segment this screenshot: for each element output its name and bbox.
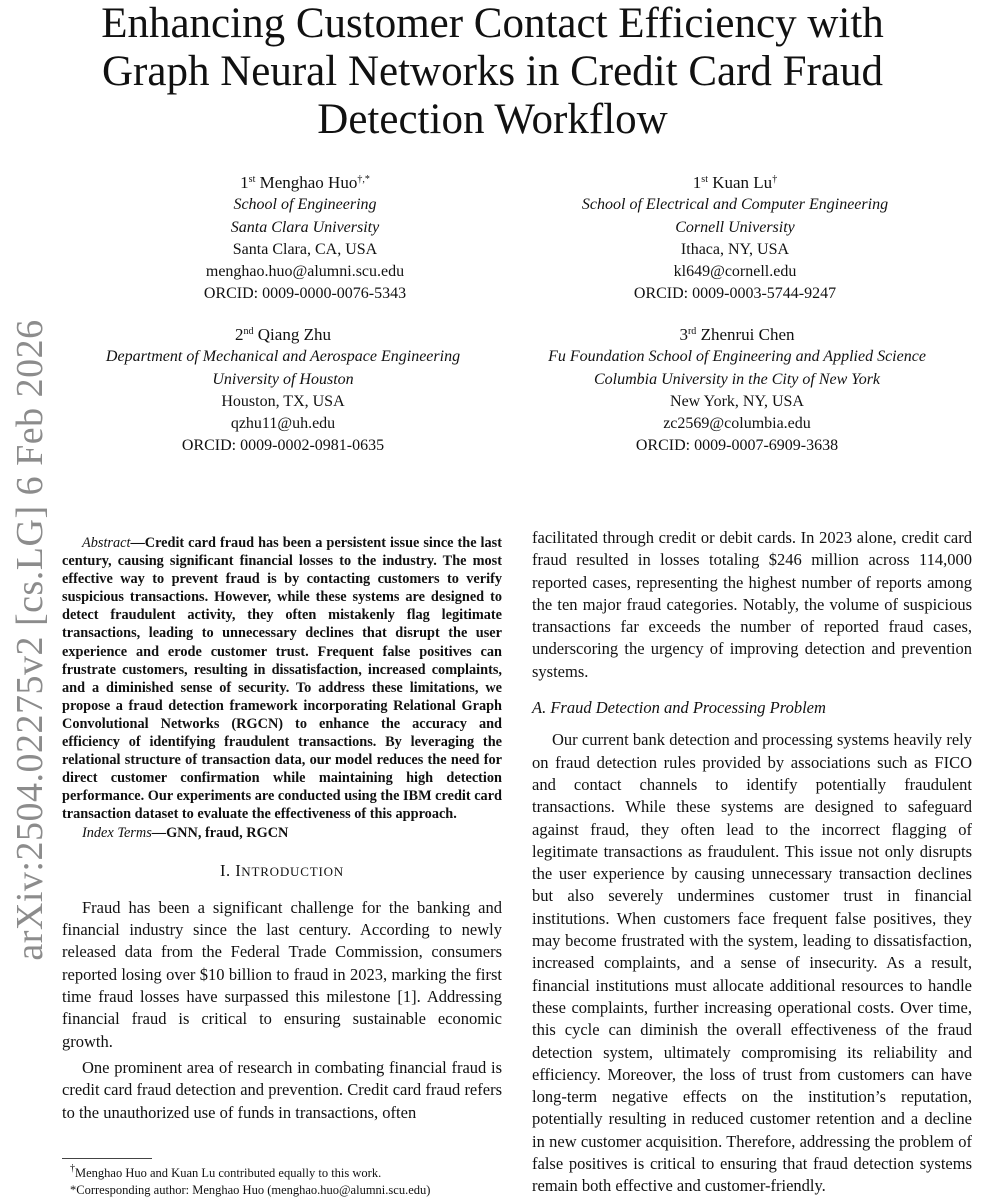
author-orcid: ORCID: 0009-0000-0076-5343: [203, 285, 407, 303]
author-location: New York, NY, USA: [670, 392, 804, 410]
arxiv-identifier: arXiv:2504.02275v2 [cs.LG] 6 Feb 2026: [9, 319, 51, 961]
body-paragraph: One prominent area of research in combating financial fraud is credit card fraud detection and prevention. Credit card fraud refers to the unauthorized use of funds in transactions, often: [62, 1057, 502, 1122]
author-name-line: 2nd Qiang Zhu: [235, 325, 331, 344]
author-orcid: ORCID: 0009-0002-0981-0635: [181, 437, 385, 455]
paper-title: Enhancing Customer Contact Efficiency with Graph Neural Networks in Credit Card Fraud Detection Workflow: [101, 0, 884, 143]
subsection-heading: A. Fraud Detection and Processing Problem: [532, 698, 826, 718]
footnotes: [62, 1165, 502, 1199]
footnote: †Menghao Huo and Kuan Lu contributed equally to this work.: [70, 1163, 382, 1180]
author-department: School of Engineering: [233, 196, 377, 214]
author-orcid: ORCID: 0009-0003-5744-9247: [633, 285, 837, 303]
footnote-divider: [62, 1158, 152, 1159]
footnote: *Corresponding author: Menghao Huo (menghao.huo@alumni.scu.edu): [70, 1183, 431, 1197]
author-orcid: ORCID: 0009-0007-6909-3638: [635, 437, 839, 455]
index-terms: Index Terms—GNN, fraud, RGCN: [82, 824, 289, 841]
author-email: menghao.huo@alumni.scu.edu: [205, 263, 405, 281]
author-department: School of Electrical and Computer Engineering: [581, 196, 889, 214]
author-name-line: 3rd Zhenrui Chen: [679, 325, 795, 344]
author-email: kl649@cornell.edu: [673, 263, 797, 281]
abstract: Abstract—Credit card fraud has been a persistent issue since the last century, causing significant financial losses to the industry. The most effective way to prevent fraud is by contacting customers to verify suspicious transactions. However, while these systems are designed to detect fraudulent activity, they often mistakenly flag legitimate transactions, leading to unnecessary declines that disrupt the user experience and erode customer trust. Frequent false positives can frustrate customers, resulting in dissatisfaction, increased complaints, and a diminished sense of security. To address these limitations, we propose a fraud detection framework incorporating Relational Graph Convolutional Networks (RGCN) to enhance the accuracy and efficiency of identifying fraudulent transactions. By leveraging the relational structure of transaction data, our model reduces the need for direct customer confirmation while maintaining high detection performance. Our experiments are conducted using the IBM credit card transaction dataset to evaluate the effectiveness of this approach.: [62, 535, 502, 823]
author-institution: Santa Clara University: [230, 218, 380, 236]
author-block: [80, 172, 530, 306]
author-institution: University of Houston: [212, 370, 354, 388]
author-location: Santa Clara, CA, USA: [232, 240, 378, 258]
body-paragraph: facilitated through credit or debit cards. In 2023 alone, credit card fraud resulted in losses totaling $246 million across 114,000 reported cases, representing the highest number of reports among the ten major fraud categories. Notably, the volume of suspicious transactions far exceeds the number of reported fraud cases, underscoring the urgency of improving detection and prevention systems.: [532, 528, 972, 681]
body-paragraph: Our current bank detection and processing systems heavily rely on fraud detection rules provided by associations such as FICO and contact channels to identify potentially fraudulent transactions. While these systems are designed to safeguard against fraud, they often lead to the incorrect flagging of legitimate transactions as fraudulent. This issue not only disrupts the user experience by causing unnecessary transaction declines but also severely undermines customer trust in financial institutions. When customers face frequent false positives, they may become frustrated with the system, leading to dissatisfaction, increased complaints, and a sense of insecurity. As a result, financial institutions must allocate additional resources to handle these complaints, further increasing operational costs. Over time, this cycle can diminish the overall effectiveness of the fraud detection system, ultimately compromising its reliability and efficiency. Moreover, the loss of trust from customers can have long-term negative effects on the institution’s reputation, potentially resulting in reduced customer retention and a decline in new customer acquisition. Therefore, addressing the problem of false positives is critical to ensuring that fraud detection systems remain both effective and customer-friendly.: [532, 730, 972, 1196]
right-column: [532, 527, 972, 1198]
author-institution: Cornell University: [675, 218, 795, 236]
author-institution: Columbia University in the City of New York: [593, 370, 881, 388]
author-email: qzhu11@uh.edu: [230, 415, 336, 433]
author-name-line: 1st Menghao Huo†,*: [240, 173, 370, 192]
author-department: Department of Mechanical and Aerospace Engineering: [105, 348, 461, 366]
author-block: [58, 324, 508, 458]
author-department: Fu Foundation School of Engineering and Applied Science: [548, 348, 926, 366]
section-heading: I. INTRODUCTION: [220, 860, 344, 880]
author-location: Houston, TX, USA: [221, 392, 345, 410]
body-paragraph: Fraud has been a significant challenge for the banking and financial industry since the last century. According to newly released data from the Federal Trade Commission, consumers reported losing over $10 billion to fraud in 2023, marking the first time fraud losses have surpassed this milestone [1]. Addressing financial fraud is critical to ensuring sustainable economic growth.: [62, 897, 502, 1051]
author-email: zc2569@columbia.edu: [663, 415, 811, 433]
author-block: [512, 324, 962, 458]
author-block: [510, 172, 960, 306]
author-name-line: 1st Kuan Lu†: [692, 173, 778, 192]
left-column: [62, 534, 502, 1124]
author-location: Ithaca, NY, USA: [680, 240, 790, 258]
